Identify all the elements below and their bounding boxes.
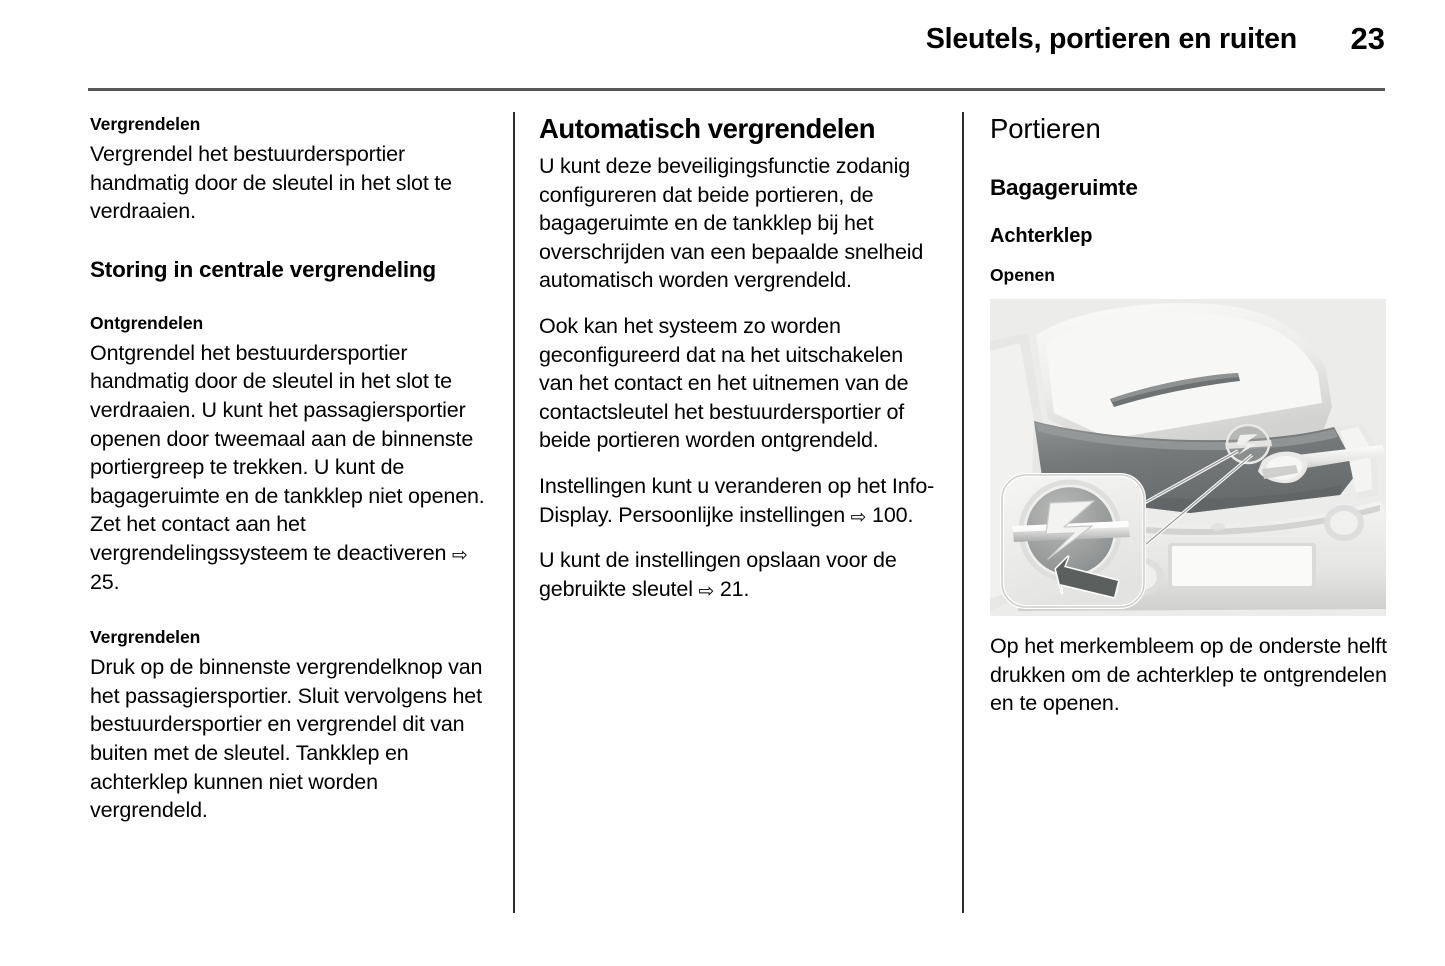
column-three (990, 112, 1388, 718)
heading-achterklep: Achterklep (990, 225, 1093, 247)
paragraph-automatisch-1: U kunt deze beveiligingsfunctie zodanig configureren dat beide portieren, de bagageruimte en de tankklep bij het overschrijden van een bepaalde snelheid automatisch worden vergrendeld. (539, 154, 924, 293)
cross-reference-arrow-icon: ⇨ (451, 543, 468, 566)
paragraph-vergrendelen-first: Vergrendel het bestuurdersportier handmatig door de sleutel in het slot te verdraaien. (90, 142, 452, 224)
figure-caption: Op het merkembleem op de onderste helft drukken om de achterklep te ontgrendelen en te openen. (990, 634, 1387, 716)
spacer (90, 243, 490, 255)
spacer (990, 161, 1388, 173)
column-one (90, 112, 490, 825)
paragraph-ontgrendelen-text: Ontgrendel het bestuurdersportier handmatig door de sleutel in het slot te verdraaien. U kunt het passagiersportier openen door tweemaal aan de binnenste portiergreep te trekken. U kunt de bagageruimte en de tankklep niet openen. Zet het contact aan het vergrendelingssysteem te deactiveren (90, 340, 485, 565)
spacer (990, 251, 1388, 263)
column-divider-2 (962, 112, 964, 913)
paragraph-vergrendelen-second: Druk op de binnenste vergrendelknop van het passagiersportier. Sluit vervolgens het bestuurdersportier en vergrendel dit van buiten met de sleutel. Tankklep en achterklep kunnen niet worden vergrendeld. (90, 655, 483, 823)
heading-vergrendelen-second: Vergrendelen (90, 627, 201, 648)
heading-openen: Openen (990, 265, 1055, 285)
cross-reference-page-25: 25. (90, 569, 120, 594)
paragraph-opslaan (539, 546, 941, 603)
page-title: Sleutels, portieren en ruiten (925, 23, 1297, 55)
heading-ontgrendelen: Ontgrendelen (90, 312, 204, 333)
paragraph-ontgrendelen (90, 339, 490, 596)
heading-vergrendelen-first: Vergrendelen (90, 114, 201, 134)
paragraph-automatisch-2: Ook kan het systeem zo worden geconfigureerd dat na het uitschakelen van het contact en het uitnemen van de contactsleutel het bestuurdersportier of beide portieren worden ontgrendeld. (539, 313, 909, 453)
page-header (88, 22, 1385, 74)
paragraph-opslaan-text: U kunt de instellingen opslaan voor de gebruikte sleutel (539, 548, 897, 601)
cross-reference-arrow-icon: ⇨ (698, 579, 715, 602)
column-divider-1 (513, 112, 515, 913)
page-number: 23 (1350, 21, 1385, 56)
cross-reference-arrow-icon: ⇨ (850, 505, 867, 528)
spacer (90, 613, 490, 625)
rear-hatch-emblem-illustration (990, 299, 1386, 616)
paragraph-instellingen (539, 472, 941, 529)
spacer (90, 293, 490, 311)
column-two (539, 112, 941, 603)
heading-automatisch-vergrendelen: Automatisch vergrendelen (539, 113, 876, 144)
header-divider-rule (88, 88, 1385, 91)
heading-portieren: Portieren (990, 113, 1101, 144)
paragraph-instellingen-text: Instellingen kunt u veranderen op het Info-Display. Persoonlijke instellingen (539, 473, 935, 527)
cross-reference-page-100: 100. (872, 502, 914, 527)
heading-bagageruimte: Bagageruimte (990, 175, 1138, 200)
spacer (990, 211, 1388, 223)
heading-storing-centrale-vergrendeling: Storing in centrale vergrendeling (90, 256, 436, 282)
cross-reference-page-21: 21. (719, 576, 750, 601)
